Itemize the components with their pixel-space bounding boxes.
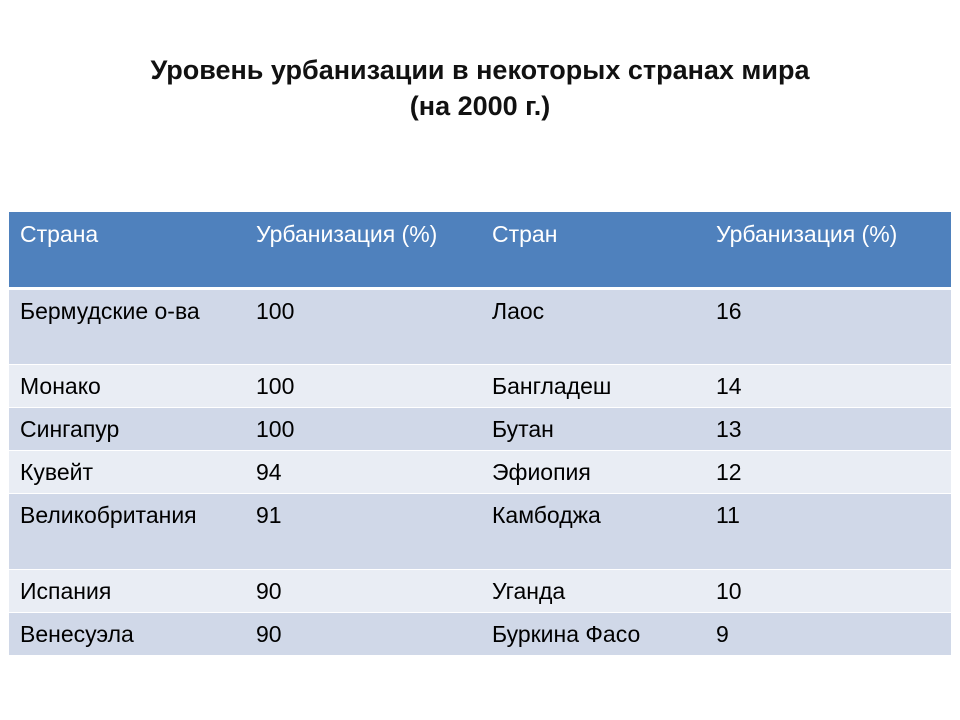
country-cell: Лаос bbox=[481, 288, 705, 364]
header-country-right: Стран bbox=[481, 212, 705, 288]
urbanization-cell: 13 bbox=[705, 407, 951, 450]
country-cell: Монако bbox=[9, 364, 245, 407]
header-urbanization-right: Урбанизация (%) bbox=[705, 212, 951, 288]
country-cell: Бангладеш bbox=[481, 364, 705, 407]
urbanization-cell: 9 bbox=[705, 612, 951, 655]
urbanization-cell: 14 bbox=[705, 364, 951, 407]
table-row bbox=[9, 612, 951, 655]
urbanization-cell: 11 bbox=[705, 493, 951, 569]
table-row bbox=[9, 407, 951, 450]
country-cell: Кувейт bbox=[9, 450, 245, 493]
country-cell: Эфиопия bbox=[481, 450, 705, 493]
table-row bbox=[9, 450, 951, 493]
country-cell: Венесуэла bbox=[9, 612, 245, 655]
country-cell: Уганда bbox=[481, 569, 705, 612]
table-header-row bbox=[9, 212, 951, 288]
header-country-left: Страна bbox=[9, 212, 245, 288]
urbanization-cell: 100 bbox=[245, 364, 481, 407]
country-cell: Камбоджа bbox=[481, 493, 705, 569]
table-row bbox=[9, 288, 951, 364]
country-cell: Сингапур bbox=[9, 407, 245, 450]
header-urbanization-left: Урбанизация (%) bbox=[245, 212, 481, 288]
urbanization-cell: 94 bbox=[245, 450, 481, 493]
urbanization-cell: 12 bbox=[705, 450, 951, 493]
urbanization-table bbox=[9, 212, 951, 655]
country-cell: Бермудские о-ва bbox=[9, 288, 245, 364]
slide-title-line-2: (на 2000 г.) bbox=[409, 91, 551, 121]
country-cell: Буркина Фасо bbox=[481, 612, 705, 655]
country-cell: Бутан bbox=[481, 407, 705, 450]
urbanization-cell: 91 bbox=[245, 493, 481, 569]
slide-title bbox=[0, 52, 960, 124]
urbanization-cell: 10 bbox=[705, 569, 951, 612]
table-row bbox=[9, 364, 951, 407]
slide-title-line-1: Уровень урбанизации в некоторых странах мира bbox=[150, 55, 810, 85]
urbanization-cell: 90 bbox=[245, 612, 481, 655]
table-row bbox=[9, 569, 951, 612]
table-row bbox=[9, 493, 951, 569]
country-cell: Великобритания bbox=[9, 493, 245, 569]
urbanization-cell: 100 bbox=[245, 288, 481, 364]
urbanization-cell: 16 bbox=[705, 288, 951, 364]
country-cell: Испания bbox=[9, 569, 245, 612]
urbanization-cell: 100 bbox=[245, 407, 481, 450]
urbanization-cell: 90 bbox=[245, 569, 481, 612]
